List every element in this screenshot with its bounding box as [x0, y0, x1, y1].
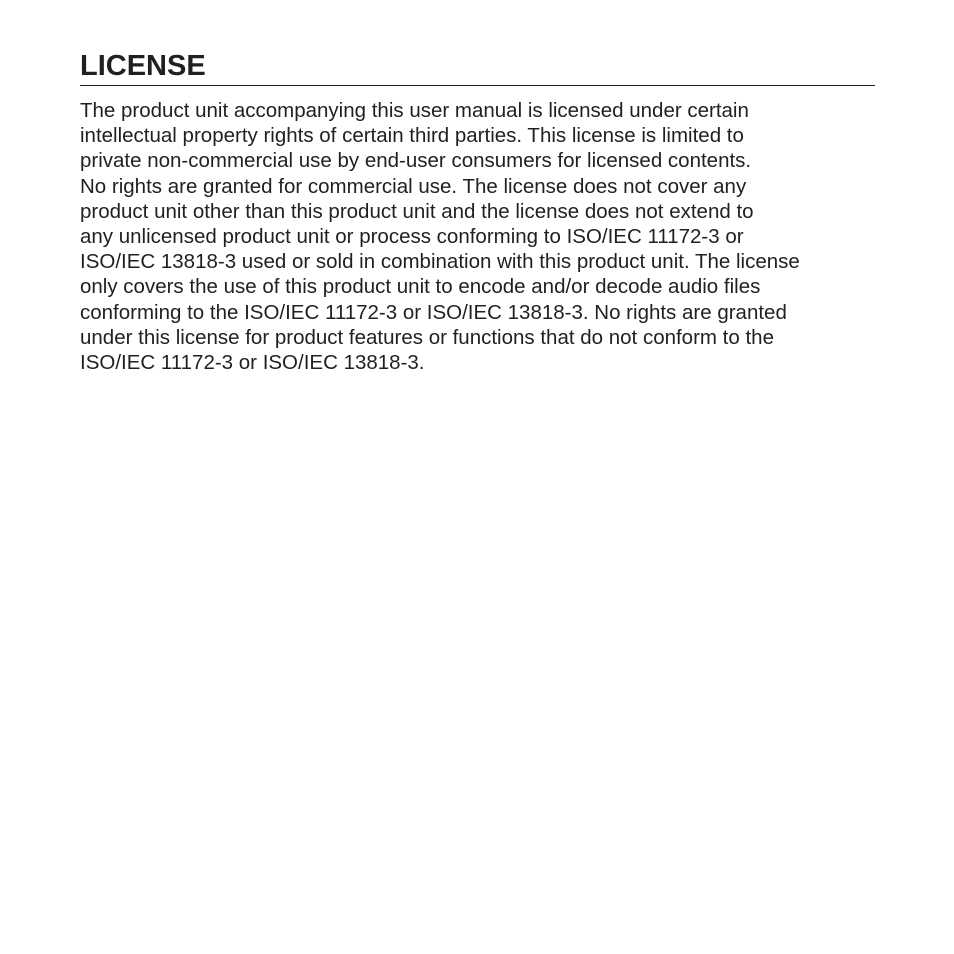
paragraph-line: ISO/IEC 11172-3 or ISO/IEC 13818-3.	[80, 351, 425, 375]
paragraph-line: any unlicensed product unit or process conforming to ISO/IEC 11172-3 or	[80, 225, 744, 249]
paragraph-line: ISO/IEC 13818-3 used or sold in combination with this product unit. The license	[80, 250, 800, 274]
paragraph-line: private non-commercial use by end-user consumers for licensed contents.	[80, 149, 752, 173]
license-paragraph	[80, 98, 875, 375]
paragraph-line: No rights are granted for commercial use. The license does not cover any	[80, 174, 747, 198]
paragraph-line: conforming to the ISO/IEC 11172-3 or ISO/IEC 13818-3. No rights are granted	[80, 300, 787, 324]
paragraph-line: under this license for product features or functions that do not conform to the	[80, 325, 774, 349]
paragraph-line: product unit other than this product unit and the license does not extend to	[80, 199, 754, 223]
section-title: LICENSE	[80, 50, 875, 86]
paragraph-line: intellectual property rights of certain third parties. This license is limited to	[80, 124, 744, 148]
paragraph-line: only covers the use of this product unit to encode and/or decode audio files	[80, 275, 761, 299]
paragraph-line: The product unit accompanying this user manual is licensed under certain	[80, 99, 749, 122]
license-page	[80, 50, 875, 375]
